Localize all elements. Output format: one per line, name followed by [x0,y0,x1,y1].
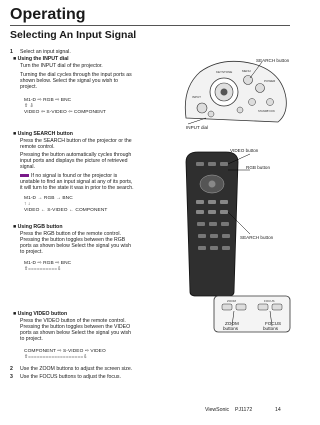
panel-label-input: INPUT [192,95,201,99]
search-note-line-2: unstable to find an input signal at any of its ports, [20,179,133,185]
rgb-heading: ■ Using RGB button [13,224,63,230]
video-line-3: ports as shown below Select the signal you wish [20,330,132,336]
input-dial-flow-row-3: VIDEO ⇦ S-VIDEO ⇦ COMPONENT [24,110,106,115]
step-2-number: 2 [10,366,13,372]
rgb-line-2: Pressing the button toggles between the RGB [20,237,126,243]
input-dial-flow-row-2: ⇧ ⇩ [24,104,34,109]
remote-control-illustration [180,148,260,298]
video-line-2: Pressing the button toggles between the VIDEO [20,324,131,330]
label-search-button-remote: SEARCH button [240,235,274,240]
panel-label-zoom: ZOOM [227,299,236,303]
search-heading: ■ Using SEARCH button [13,131,73,137]
rgb-line-4: to project. [20,249,43,255]
step-3-number: 3 [10,374,13,380]
search-line-3: Pressing the button automatically cycles through [20,152,132,158]
footer-model: PJ1172 [235,407,253,413]
panel-label-power: POWER [264,79,276,83]
search-note-line-3: it will turn to the state it was in prior to the search. [20,185,134,191]
input-dial-heading: ■ Using the INPUT dial [13,56,69,62]
video-line-4: to project. [20,336,43,342]
search-line-4: input ports and displays the picture of retrieved [20,158,128,164]
video-flow-row-2: ⇧===================⇩ [24,355,88,360]
step-1-text: Select an input signal. [20,49,71,55]
input-dial-line-4: project. [20,84,38,90]
step-1-number: 1 [10,49,13,55]
label-input-dial: INPUT dial [186,125,209,130]
search-flow-row-2: ↑ ↓ [24,202,31,207]
step-2-text: Use the ZOOM buttons to adjust the screen size. [20,366,133,372]
rgb-line-1: Press the RGB button of the remote control. [20,231,121,237]
video-heading: ■ Using VIDEO button [13,311,68,317]
step-3-text: Use the FOCUS buttons to adjust the focus. [20,374,121,380]
label-rgb-button: RGB button [246,165,271,170]
rgb-flow-row-1: M1-D ⇨ RGB ⇨ BNC [24,261,72,266]
label-zoom: ZOOM [225,321,239,326]
search-note-line-1: If no signal is found or the projector is [20,173,117,179]
footer-brand: ViewSonic [205,407,230,413]
projector-control-panel-illustration [178,58,290,126]
section-heading: Selecting An Input Signal [10,29,137,41]
label-focus-sub: buttons [263,326,279,331]
label-focus: FOCUS [265,321,282,326]
panel-label-standby: STANDBY/ON [258,110,275,113]
rgb-line-3: ports as shown below Select the signal you wish [20,243,132,249]
video-line-1: Press the VIDEO button of the remote control. [20,318,126,324]
label-video-button: VIDEO button [230,148,259,153]
input-dial-flow-row-1: M1-D ⇨ RGB ⇨ BNC [24,98,72,103]
rgb-flow-row-2: ⇧==========⇩ [24,267,62,272]
label-zoom-sub: buttons [223,326,239,331]
footer-page-number: 14 [275,407,281,413]
note-icon [20,174,29,177]
search-flow-row-3: VIDEO ← S-VIDEO ← COMPONENT [24,208,108,213]
input-dial-line-1: Turn the INPUT dial of the projector. [20,63,103,69]
search-line-1: Press the SEARCH button of the projector or the [20,138,132,144]
panel-label-menu: MENU [242,69,251,73]
search-flow-row-1: M1-D → RGB → BNC [24,196,73,201]
panel-label-keystone: KEYSTONE [216,70,233,74]
input-dial-line-2: Turning the dial cycles through the input ports as [20,72,132,78]
panel-label-focus: FOCUS [264,299,275,303]
input-dial-line-3: shown below. Select the signal you wish to [20,78,119,84]
video-flow-row-1: COMPONENT ⇨ S-VIDEO ⇨ VIDEO [24,349,106,354]
title-divider [10,25,290,26]
label-search-button-panel: SEARCH button [256,58,290,63]
search-line-5: signal. [20,164,35,170]
search-line-2: remote control. [20,144,55,150]
page-title: Operating [10,6,86,23]
